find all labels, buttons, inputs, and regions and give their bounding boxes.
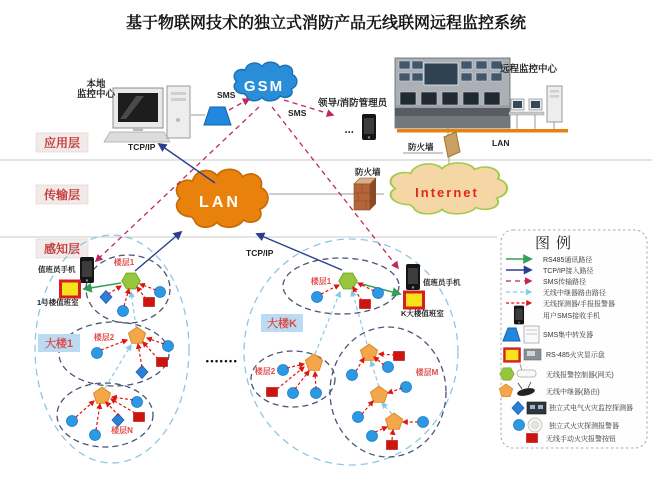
legend-label: 独立式火灾探测报警器	[549, 423, 619, 430]
fire-detector-icon	[278, 365, 289, 376]
gateway-hexagon-icon	[500, 368, 514, 380]
fire-detector-icon	[92, 348, 103, 359]
lan-bus-label: LAN	[492, 138, 510, 148]
fire-detector-icon	[288, 388, 299, 399]
sms-arrow-transponder-to-gsm	[229, 99, 249, 110]
electrical-detector-device-icon	[527, 402, 546, 414]
phone-icon	[514, 306, 524, 325]
legend-label: 无线中继器路由路径	[543, 290, 606, 297]
internet-cloud-label: Internet	[415, 185, 479, 200]
duty-phone-1-label: 值班员手机	[38, 265, 76, 274]
repeater-route-bk-m2	[371, 361, 379, 387]
lan-bus-line	[397, 129, 568, 133]
legend-label: RS-485火灾显示盘	[546, 352, 605, 359]
firewall-mid-label: 防火墙	[355, 167, 381, 177]
detector-arrow	[124, 289, 129, 306]
electrical-detector-icon	[136, 366, 148, 379]
detector-arrow	[392, 430, 393, 440]
repeater-icon	[305, 354, 322, 370]
leader-dots: •••	[345, 130, 355, 136]
manual-button-icon	[360, 300, 371, 309]
sms-right-label: SMS	[288, 108, 307, 118]
detector-arrow	[76, 401, 94, 417]
sms-arrow-gsm-to-duty-phone-k	[272, 107, 398, 268]
local-center-label-line1: 本地	[86, 79, 106, 90]
legend-label: 无线报警控制器(网关)	[546, 372, 614, 379]
duty-phone-1-icon	[80, 257, 94, 283]
detector-arrow	[362, 401, 373, 414]
manual-button-square-icon	[527, 434, 538, 443]
building-1-label	[38, 334, 80, 352]
legend-label: 用户SMS接收手机	[543, 313, 601, 320]
legend-label: 无线手动火灾报警按钮	[546, 436, 616, 443]
building-k-name: 大楼K	[267, 318, 297, 330]
legend-label: 无线探测器/手报报警器	[543, 301, 615, 308]
bk-floorM-label: 楼层M	[415, 368, 439, 377]
detector-arrow	[315, 372, 316, 389]
repeater-icon	[385, 413, 402, 429]
duty-phone-k-icon	[406, 264, 420, 290]
duty-room-1-display-icon	[61, 281, 80, 297]
bk-floor2-label: 楼层2	[254, 367, 276, 376]
detector-arrow	[379, 354, 395, 355]
detector-arrow	[321, 285, 339, 294]
repeater-route-b1-2-to-1	[131, 292, 136, 327]
b1-floor2-label: 楼层2	[93, 333, 115, 342]
tcpip-arrow-lan-to-center	[159, 144, 215, 183]
fire-detector-icon	[163, 341, 174, 352]
manual-button-icon	[387, 441, 398, 450]
detector-arrow	[137, 287, 146, 299]
legend-label: 独立式电气火灾监控探测器	[549, 405, 633, 412]
b1-floorN-label: 楼层N	[111, 426, 133, 435]
legend-panel	[499, 230, 647, 448]
detector-arrow	[374, 357, 384, 365]
layer-label-application	[36, 133, 88, 152]
detector-arrow	[108, 286, 121, 294]
firewall-top-icon	[444, 132, 460, 157]
repeater-icon	[128, 327, 145, 343]
fire-detector-icon	[373, 288, 384, 299]
smoke-detector-device-icon	[528, 418, 542, 432]
perception-layer-label: 感知层	[43, 242, 81, 256]
repeater-route-b1-n-to-2	[105, 345, 131, 388]
detector-arrow	[138, 344, 142, 367]
building-dots: •••••••	[205, 356, 239, 366]
legend-title: 图例	[534, 235, 578, 252]
detector-arrow	[140, 284, 156, 290]
gateway-icon	[122, 273, 140, 289]
fire-detector-icon	[401, 382, 412, 393]
layer-label-perception	[36, 239, 88, 258]
fire-display-panel-icon	[504, 349, 519, 362]
detector-arrow	[295, 371, 309, 389]
local-center-label-line2: 监控中心	[76, 89, 116, 100]
transport-layer-label: 传输层	[43, 188, 81, 202]
duty-phone-k-label: 值班员手机	[423, 278, 461, 287]
firewall-mid-icon	[354, 178, 376, 210]
layer-label-transport	[36, 185, 88, 204]
local-monitor-computer-icon	[104, 86, 190, 142]
duty-room-k-label: K大楼值班室	[401, 309, 444, 318]
detector-arrow	[375, 427, 387, 432]
detector-arrow	[112, 397, 133, 400]
fire-detector-icon	[353, 412, 364, 423]
fire-detector-icon	[383, 362, 394, 373]
fire-detector-icon	[311, 388, 322, 399]
tcpip-perception-label: TCP/IP	[246, 248, 274, 258]
manual-button-icon	[394, 352, 405, 361]
fire-detector-icon	[67, 416, 78, 427]
repeater-route-bk-m3	[382, 403, 392, 414]
gateway-icon	[339, 273, 357, 289]
legend-label: RS485通讯路径	[543, 257, 593, 264]
repeater-route-bk-m-to-1	[352, 291, 367, 344]
firewall-top-label: 防火墙	[408, 142, 434, 152]
gsm-cloud-label: GSM	[243, 78, 285, 95]
fire-detector-icon	[132, 397, 143, 408]
detector-arrow	[96, 404, 100, 430]
sms-transponder-icon	[204, 107, 231, 125]
manual-button-icon	[267, 388, 278, 397]
detector-arrow	[356, 358, 364, 371]
repeater-icon	[93, 387, 110, 403]
application-layer-label: 应用层	[43, 136, 81, 150]
detector-arrow	[353, 287, 362, 301]
fire-detector-icon	[155, 287, 166, 298]
remote-center-label: 远程监控中心	[500, 64, 558, 75]
fire-detector-icon	[90, 430, 101, 441]
fire-detector-icon	[118, 306, 129, 317]
leader-phone-icon	[362, 114, 376, 140]
building-k-label	[261, 314, 303, 332]
tcpip-app-label: TCP/IP	[128, 142, 156, 152]
legend-label: 无线中继器(路由)	[546, 389, 600, 396]
page-title: 基于物联网技术的独立式消防产品无线联网远程监控系统	[125, 15, 527, 32]
control-room-photo	[395, 58, 510, 128]
lan-cloud-label: LAN	[199, 194, 241, 211]
building-1-name: 大楼1	[44, 338, 74, 350]
sms-left-label: SMS	[217, 90, 236, 100]
detector-arrow	[147, 338, 164, 344]
legend-label: SMS集中转发器	[543, 332, 594, 339]
fire-detector-circle-icon	[514, 420, 525, 431]
rs485-arrow-b1	[84, 283, 121, 289]
detector-arrow	[287, 364, 304, 368]
fire-detector-icon	[418, 417, 429, 428]
detector-arrow	[388, 388, 402, 393]
leader-label: 领导/消防管理员	[318, 98, 388, 109]
duty-room-k-display-icon	[405, 292, 424, 308]
b1-floor1-label: 楼层1	[113, 258, 135, 267]
bk-floor1-label: 楼层1	[310, 277, 332, 286]
manual-button-icon	[134, 413, 145, 422]
fire-detector-icon	[312, 292, 323, 303]
b1-floor2-ring	[59, 322, 169, 386]
fire-detector-icon	[347, 370, 358, 381]
detector-arrow	[143, 342, 158, 359]
repeater-icon	[370, 386, 387, 402]
legend-label: TCP/IP接入路径	[543, 268, 594, 275]
legend-label: SMS传输路径	[543, 279, 587, 286]
bk-floor1-ring	[283, 258, 399, 314]
transponder-device-icon	[524, 326, 539, 343]
duty-room-1-label: 1号楼值班室	[37, 298, 79, 307]
detector-arrow	[106, 402, 119, 416]
